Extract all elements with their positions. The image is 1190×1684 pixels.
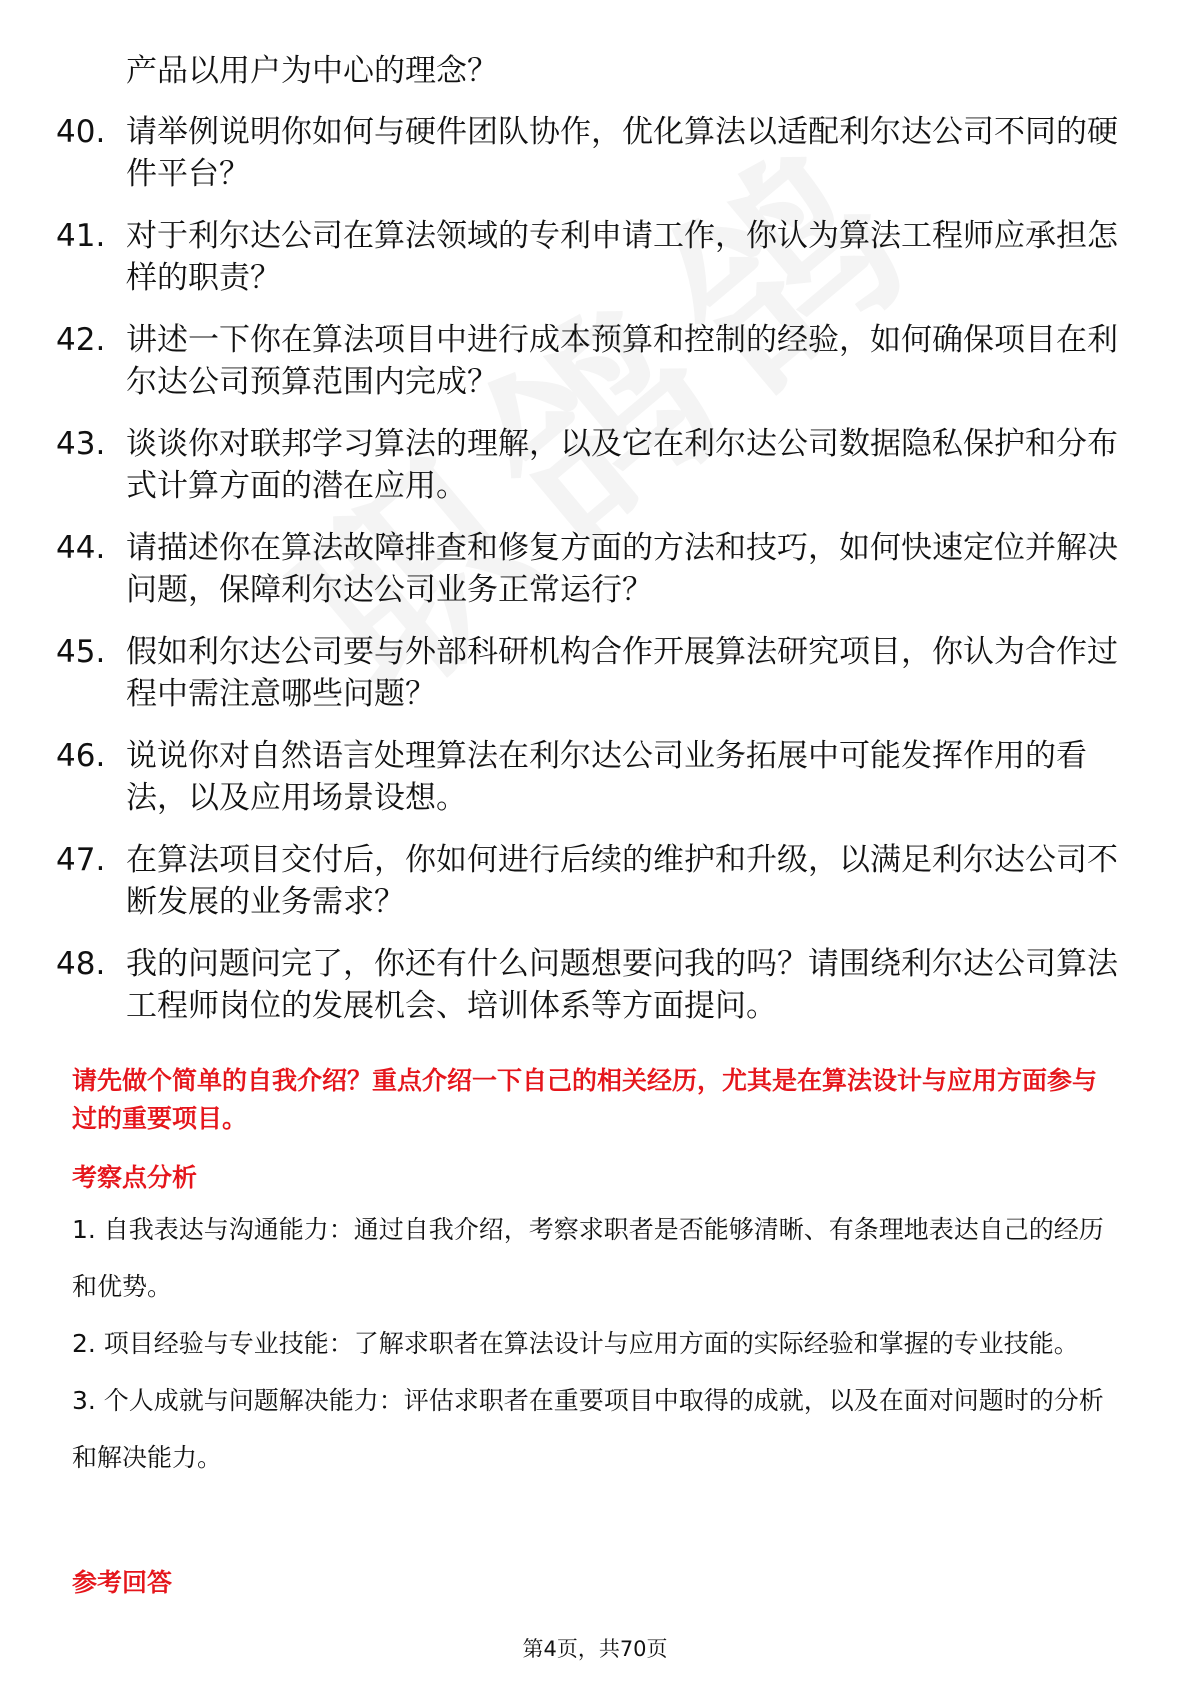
page-footer: 第4页，共70页 [522,1637,668,1661]
analysis-list [72,1201,1122,1486]
question-item [56,423,1126,507]
question-number: 42. [56,322,106,358]
question-item [56,735,1126,819]
question-text: 请举例说明你如何与硬件团队协作，优化算法以适配利尔达公司不同的硬件平台？ [126,114,1118,192]
question-item [56,111,1126,195]
question-item [56,319,1126,403]
question-text: 假如利尔达公司要与外部科研机构合作开展算法研究项目，你认为合作过程中需注意哪些问题？ [126,634,1118,712]
highlighted-question: 请先做个简单的自我介绍？重点介绍一下自己的相关经历，尤其是在算法设计与应用方面参与过的重要项目。 [72,1066,1098,1133]
question-text: 对于利尔达公司在算法领域的专利申请工作，你认为算法工程师应承担怎样的职责？ [126,218,1118,296]
question-text: 谈谈你对联邦学习算法的理解，以及它在利尔达公司数据隐私保护和分布式计算方面的潜在应用。 [126,426,1118,504]
question-number: 40. [56,114,106,150]
answer-heading: 参考回答 [72,1568,173,1597]
question-number: 43. [56,426,106,462]
question-number: 45. [56,634,106,670]
question-number: 41. [56,218,106,254]
question-text: 讲述一下你在算法项目中进行成本预算和控制的经验，如何确保项目在利尔达公司预算范围内完成？ [126,322,1118,400]
question-item [56,527,1126,611]
analysis-heading: 考察点分析 [72,1163,198,1192]
question-number: 47. [56,842,106,878]
question-text: 在算法项目交付后，你如何进行后续的维护和升级，以满足利尔达公司不断发展的业务需求？ [126,842,1118,920]
question-item [56,943,1126,1027]
analysis-item: 1. 自我表达与沟通能力：通过自我介绍，考察求职者是否能够清晰、有条理地表达自己的经历和优势。 [72,1215,1104,1301]
analysis-item: 3. 个人成就与问题解决能力：评估求职者在重要项目中取得的成就，以及在面对问题时的分析和解决能力。 [72,1386,1104,1472]
question-text: 说说你对自然语言处理算法在利尔达公司业务拓展中可能发挥作用的看法，以及应用场景设想。 [126,738,1087,816]
analysis-item: 2. 项目经验与专业技能：了解求职者在算法设计与应用方面的实际经验和掌握的专业技能。 [72,1329,1079,1358]
question-text: 请描述你在算法故障排查和修复方面的方法和技巧，如何快速定位并解决问题，保障利尔达公司业务正常运行？ [126,530,1118,608]
question-item [56,215,1126,299]
continuation-line: 产品以用户为中心的理念？ [126,53,498,89]
question-text: 我的问题问完了，你还有什么问题想要问我的吗？请围绕利尔达公司算法工程师岗位的发展机会、培训体系等方面提问。 [126,946,1118,1024]
question-number: 46. [56,738,106,774]
question-item [56,839,1126,923]
question-list [56,111,1126,1047]
question-number: 44. [56,530,106,566]
question-number: 48. [56,946,106,982]
question-item [56,631,1126,715]
